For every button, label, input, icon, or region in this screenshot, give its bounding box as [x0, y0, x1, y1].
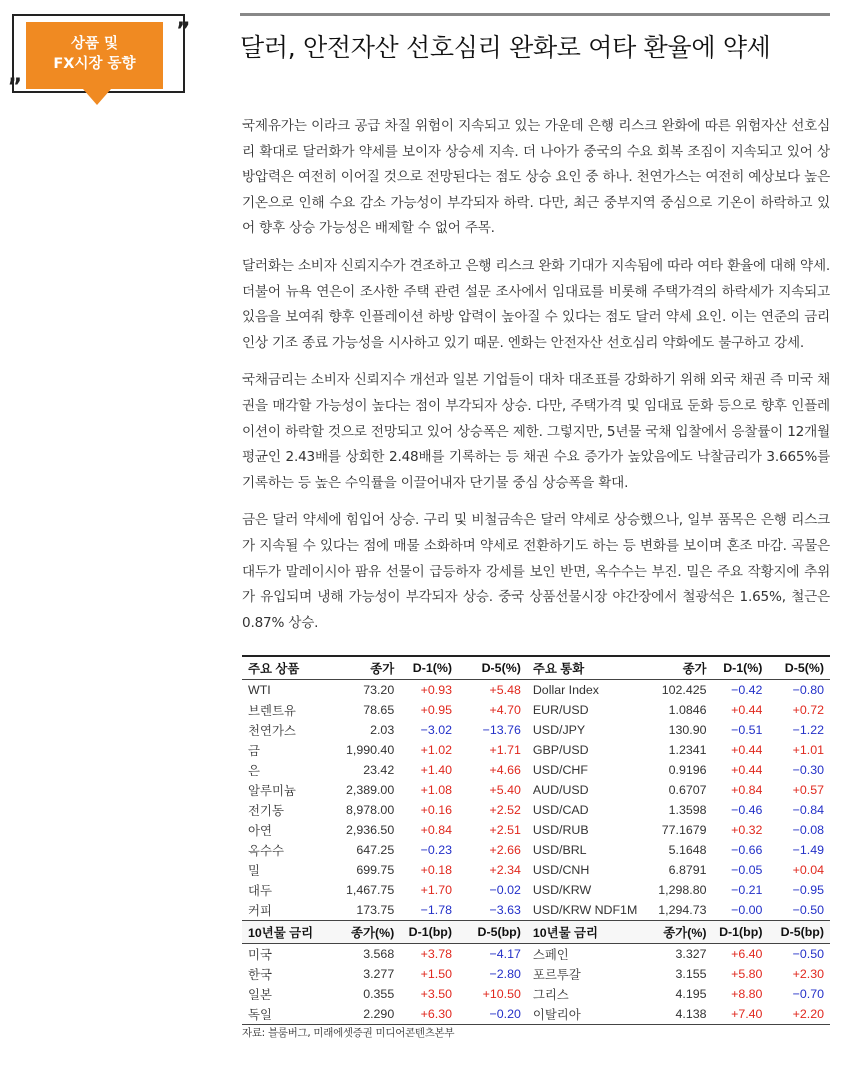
table-cell: 0.355 — [363, 987, 395, 1001]
table-cell: +1.40 — [420, 763, 452, 777]
table-cell: −1.22 — [792, 723, 824, 737]
badge-line-1: 상품 및 — [70, 36, 119, 52]
table-cell: −0.66 — [731, 843, 763, 857]
table-cell: −0.50 — [792, 947, 824, 961]
table-cell: 1.0846 — [668, 703, 707, 717]
table-cell: USD/CAD — [532, 803, 589, 817]
table-cell: −0.21 — [731, 883, 763, 897]
table-cell: 2,936.50 — [345, 823, 395, 837]
table-cell: +0.84 — [420, 823, 452, 837]
table-cell: +8.80 — [731, 987, 763, 1001]
table-cell: +4.70 — [489, 703, 521, 717]
table-header-row — [242, 921, 830, 944]
table-cell: +4.66 — [489, 763, 521, 777]
table-cell: 78.65 — [363, 703, 395, 717]
table-cell: USD/CHF — [532, 763, 588, 777]
table-cell: 1,294.73 — [658, 903, 707, 917]
table-cell: 밀 — [248, 864, 260, 878]
column-header: 종가 — [329, 656, 400, 680]
paragraph-metals: 금은 달러 약세에 힘입어 상승. 구리 및 비철금속은 달러 약세로 상승했으나, 일부 품목은 은행 리스크가 지속될 수 있다는 점에 매물 소화하며 약세로 전환하기도 하는 등 변화를 보이며 혼조 마감. 곡물은 대두가 말레이시아 팜유 선물이 급등하자 강세를 보인 반면, 옥수수는 부진. 밀은 주요 작황지에 추위가 유입되며 냉해 가능성이 부각되자 상승. 중국 상품선물시장 야간장에서 철광석은 1.65%, 철근은 0.87% 상승. — [242, 512, 830, 631]
column-header: D-1(bp) — [400, 921, 458, 944]
table-cell: Dollar Index — [532, 683, 599, 697]
quote-mark-close: ” — [176, 19, 191, 44]
table-cell: +2.51 — [489, 823, 521, 837]
table-cell: +2.20 — [768, 1004, 830, 1025]
column-header: 주요 상품 — [242, 656, 329, 680]
table-cell: 한국 — [248, 968, 272, 982]
table-cell: −3.02 — [420, 723, 452, 737]
table-cell: 3.277 — [363, 967, 395, 981]
table-cell: 3.327 — [675, 947, 707, 961]
table-row — [242, 780, 830, 800]
table-cell: −3.63 — [489, 903, 521, 917]
table-cell: −0.05 — [731, 863, 763, 877]
table-row — [242, 740, 830, 760]
table-cell: +1.08 — [420, 783, 452, 797]
table-cell: 102.425 — [661, 683, 707, 697]
table-cell: 1,990.40 — [345, 743, 395, 757]
table-cell: 미국 — [248, 948, 272, 962]
column-header: 종가(%) — [643, 921, 712, 944]
column-header: 종가(%) — [329, 921, 400, 944]
table-cell: 647.25 — [356, 843, 395, 857]
table-row — [242, 880, 830, 900]
table-cell: +5.80 — [731, 967, 763, 981]
column-header: D-5(bp) — [768, 921, 830, 944]
section-badge — [0, 0, 200, 120]
paragraph-bonds: 국채금리는 소비자 신뢰지수 개선과 일본 기업들이 대차 대조표를 강화하기 위해 외국 채권 즉 미국 채권을 매각할 가능성이 높다는 점이 부각되자 상승. 다만, 주택가격 및 임대료 둔화 등으로 향후 인플레이션이 하락할 것으로 전망되고 있어 상승폭은 제한. 그렇지만, 5년물 국채 입찰에서 응찰률이 12개월 평균인 2.43배를 상회한 2.48배를 기록하는 등 채권 수요 증가가 높았음에도 낙찰금리가 3.665%를 기록하는 등 높은 수익률을 이끌어내자 단기물 중심 상승폭을 확대. — [242, 372, 830, 491]
table-cell: 1.2341 — [668, 743, 707, 757]
column-header: 종가 — [643, 656, 712, 680]
table-cell: −1.49 — [792, 843, 824, 857]
badge-tail — [83, 89, 111, 105]
table-cell: USD/CNH — [532, 863, 590, 877]
column-header: D-1(%) — [400, 656, 458, 680]
table-cell: 이탈리아 — [527, 1004, 643, 1025]
table-cell: +0.32 — [731, 823, 763, 837]
table-cell: +0.44 — [731, 763, 763, 777]
column-header: 10년물 금리 — [242, 921, 329, 944]
table-cell: +0.16 — [420, 803, 452, 817]
header-rule — [240, 13, 830, 16]
table-cell: 전기동 — [248, 804, 284, 818]
table-cell: 은 — [248, 764, 260, 778]
table-cell: USD/BRL — [532, 843, 587, 857]
column-header: 주요 통화 — [527, 656, 643, 680]
table-cell: −0.70 — [792, 987, 824, 1001]
table-row — [242, 984, 830, 1004]
table-cell: GBP/USD — [532, 743, 589, 757]
table-cell: 699.75 — [356, 863, 395, 877]
table-header-row — [242, 656, 830, 680]
table-cell: +1.50 — [420, 967, 452, 981]
table-cell: 스페인 — [532, 948, 569, 962]
table-cell: 73.20 — [363, 683, 395, 697]
table-cell: 4.138 — [643, 1004, 712, 1025]
column-header: 10년물 금리 — [527, 921, 643, 944]
table-cell: 포르투갈 — [532, 968, 581, 982]
table-row — [242, 720, 830, 740]
table-cell: −0.50 — [792, 903, 824, 917]
table-cell: −0.95 — [792, 883, 824, 897]
column-header: D-1(bp) — [713, 921, 769, 944]
table-cell: +5.48 — [489, 683, 521, 697]
table-cell: +1.02 — [420, 743, 452, 757]
table-cell: −0.51 — [731, 723, 763, 737]
table-cell: 일본 — [248, 988, 272, 1002]
table-cell: USD/KRW NDF1M — [532, 903, 638, 917]
table-cell: +6.40 — [731, 947, 763, 961]
table-cell: 4.195 — [675, 987, 707, 1001]
table-cell: +1.71 — [489, 743, 521, 757]
table-cell: +0.44 — [731, 703, 763, 717]
table-cell: −0.80 — [792, 683, 824, 697]
table-cell: +0.04 — [792, 863, 824, 877]
table-cell: 23.42 — [363, 763, 395, 777]
badge-line-2: FX시장 동향 — [53, 56, 136, 72]
table-row — [242, 700, 830, 720]
table-cell: −0.23 — [420, 843, 452, 857]
table-cell: −0.02 — [489, 883, 521, 897]
table-cell: USD/JPY — [532, 723, 586, 737]
table-cell: +1.01 — [792, 743, 824, 757]
paragraph-oil: 국제유가는 이라크 공급 차질 위험이 지속되고 있는 가운데 은행 리스크 완화에 따른 위험자산 선호심리 확대로 달러화가 약세를 보이자 상승세 지속. 더 나아가 중국의 수요 회복 조짐이 지속되고 있어 상방압력은 여전히 이어질 것으로 전망된다는 점도 상승 요인 중 하나. 천연가스는 여전히 예상보다 높은 기온으로 인해 수요 감소 가능성이 부각되자 하락. 다만, 최근 중부지역 중심으로 기온이 하락하고 있어 향후 상승 가능성은 배제할 수 없어 주목. — [242, 118, 830, 237]
column-header: D-5(%) — [768, 656, 830, 680]
table-cell: +0.84 — [731, 783, 763, 797]
table-cell: −0.84 — [792, 803, 824, 817]
table-cell: +3.78 — [420, 947, 452, 961]
table-cell: 2.03 — [370, 723, 395, 737]
table-cell: 알루미늄 — [248, 784, 296, 798]
column-header: D-5(bp) — [458, 921, 527, 944]
table-cell: 커피 — [248, 904, 272, 918]
table-cell: 1,298.80 — [658, 883, 707, 897]
table-cell: −0.20 — [458, 1004, 527, 1025]
table-cell: −13.76 — [482, 723, 521, 737]
table-cell: 아연 — [248, 824, 272, 838]
table-cell: +1.70 — [420, 883, 452, 897]
column-header: D-5(%) — [458, 656, 527, 680]
table-cell: 금 — [248, 744, 260, 758]
table-row — [242, 944, 830, 965]
table-cell: +2.66 — [489, 843, 521, 857]
table-cell: +0.72 — [792, 703, 824, 717]
table-cell: 2,389.00 — [345, 783, 395, 797]
table-cell: EUR/USD — [532, 703, 589, 717]
table-cell: 대두 — [248, 884, 272, 898]
table-cell: −4.17 — [489, 947, 521, 961]
table-cell: 3.568 — [363, 947, 395, 961]
table-cell: −0.42 — [731, 683, 763, 697]
table-cell: +0.57 — [792, 783, 824, 797]
table-cell: −1.78 — [420, 903, 452, 917]
table-row — [242, 860, 830, 880]
table-cell: +6.30 — [400, 1004, 458, 1025]
table-cell: +3.50 — [420, 987, 452, 1001]
table-row — [242, 900, 830, 921]
table-cell: −0.00 — [731, 903, 763, 917]
table-cell: +0.93 — [420, 683, 452, 697]
table-cell: 77.1679 — [661, 823, 707, 837]
table-row — [242, 800, 830, 820]
table-cell: 브렌트유 — [248, 704, 296, 718]
table-source-note: 자료: 블룸버그, 미래에셋증권 미디어콘텐츠본부 — [242, 1027, 455, 1039]
table-cell: 그리스 — [532, 988, 569, 1002]
table-cell: 2.290 — [329, 1004, 400, 1025]
table-cell: +0.44 — [731, 743, 763, 757]
table-cell: 1,467.75 — [345, 883, 395, 897]
badge-label — [26, 22, 163, 89]
table-cell: +2.30 — [792, 967, 824, 981]
table-cell: AUD/USD — [532, 783, 589, 797]
table-row — [242, 680, 830, 701]
table-cell: USD/KRW — [532, 883, 592, 897]
table-row — [242, 840, 830, 860]
table-cell: 독일 — [242, 1004, 329, 1025]
table-cell: −0.08 — [792, 823, 824, 837]
article-body — [242, 114, 830, 648]
table-cell: 130.90 — [668, 723, 707, 737]
table-cell: +2.34 — [489, 863, 521, 877]
table-row — [242, 820, 830, 840]
table-row — [242, 760, 830, 780]
table-cell: 6.8791 — [668, 863, 707, 877]
table-cell: 3.155 — [675, 967, 707, 981]
table-row — [242, 1004, 830, 1025]
table-cell: +7.40 — [713, 1004, 769, 1025]
table-cell: 8,978.00 — [345, 803, 395, 817]
table-cell: USD/RUB — [532, 823, 589, 837]
table-cell: +2.52 — [489, 803, 521, 817]
table-cell: −0.30 — [792, 763, 824, 777]
quote-mark-open: „ — [8, 63, 23, 88]
table-cell: −2.80 — [489, 967, 521, 981]
table-cell: 5.1648 — [668, 843, 707, 857]
table-cell: 옥수수 — [248, 844, 284, 858]
table-cell: WTI — [248, 683, 271, 697]
page-title: 달러, 안전자산 선호심리 완화로 여타 환율에 약세 — [240, 33, 771, 62]
table-cell: −0.46 — [731, 803, 763, 817]
table-cell: +0.95 — [420, 703, 452, 717]
table-cell: 0.9196 — [668, 763, 707, 777]
table-row — [242, 964, 830, 984]
table-cell: 0.6707 — [668, 783, 707, 797]
table-cell: +10.50 — [482, 987, 521, 1001]
market-data-table — [242, 655, 830, 1025]
table-cell: +5.40 — [489, 783, 521, 797]
column-header: D-1(%) — [713, 656, 769, 680]
table-cell: 천연가스 — [248, 724, 296, 738]
table-cell: 1.3598 — [668, 803, 707, 817]
table-cell: +0.18 — [420, 863, 452, 877]
paragraph-dollar: 달러화는 소비자 신뢰지수가 견조하고 은행 리스크 완화 기대가 지속됨에 따라 여타 환율에 대해 약세. 더불어 뉴욕 연은이 조사한 주택 관련 설문 조사에서 임대료를 비롯해 주택가격의 하락세가 지속되고 있음을 보여줘 향후 인플레이션 하방 압력이 높아질 수 있다는 점도 달러 약세 요인. 이는 연준의 금리인상 기조 종료 가능성을 시사하고 있기 때문. 엔화는 안전자산 선호심리 약화에도 불구하고 강세. — [242, 257, 830, 351]
table-cell: 173.75 — [356, 903, 395, 917]
